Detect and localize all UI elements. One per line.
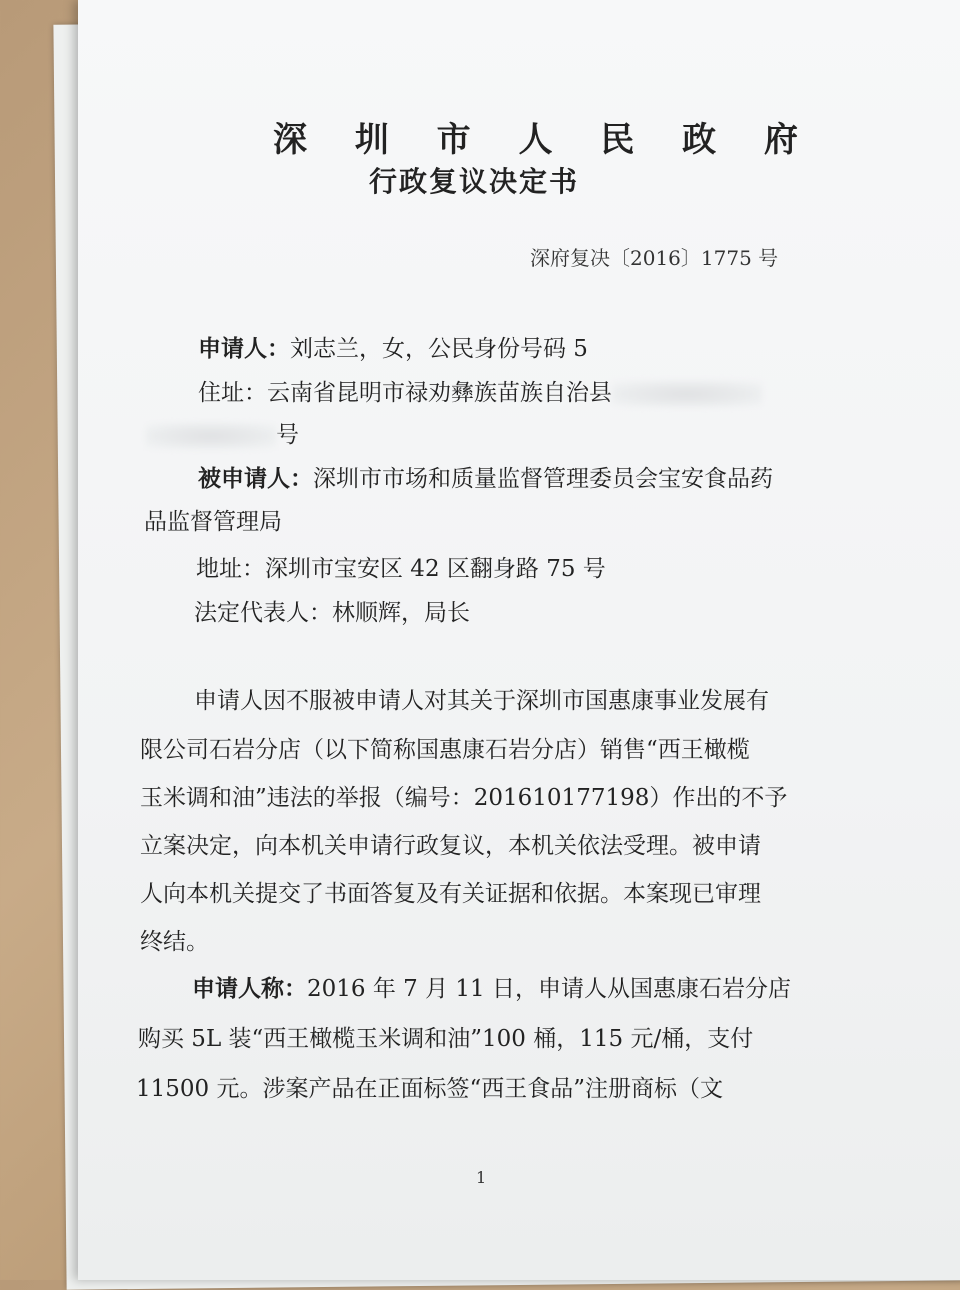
redaction-blur [612,381,762,407]
applicant-claim-line [192,970,791,1003]
respondent-address: 地址：深圳市宝安区 42 区翻身路 75 号 [196,556,606,582]
address-end: 号 [276,422,299,448]
body-paragraph-line: 立案决定，向本机关申请行政复议，本机关依法受理。被申请 [140,833,761,859]
body-paragraph-line: 限公司石岩分店（以下简称国惠康石岩分店）销售“西王橄榄 [140,737,750,763]
document-number: 深府复决〔2016〕1775 号 [530,246,779,270]
respondent-line [198,460,773,493]
claim-label: 申请人称： [192,976,307,1002]
issuer-title: 深 圳 市 人 民 政 府 [273,120,817,160]
applicant-label: 申请人： [198,336,290,362]
document-page [78,0,960,1280]
applicant-line [198,330,588,363]
page-number: 1 [476,1168,487,1187]
address-text: 云南省昆明市禄劝彝族苗族自治县 [267,380,612,406]
applicant-address-line [198,374,762,407]
address-label: 住址： [198,380,267,406]
applicant-info: 刘志兰，女，公民身份号码 5 [290,336,588,362]
applicant-address-cont [146,416,299,449]
respondent-name: 深圳市市场和质量监督管理委员会宝安食品药 [313,466,773,492]
claim-text: 2016 年 7 月 11 日，申请人从国惠康石岩分店 [307,976,791,1002]
body-paragraph-line: 申请人因不服被申请人对其关于深圳市国惠康事业发展有 [194,688,769,714]
respondent-name-cont: 品监督管理局 [144,509,282,535]
body-paragraph-line: 终结。 [140,929,209,955]
body-paragraph-line: 人向本机关提交了书面答复及有关证据和依据。本案现已审理 [140,881,761,907]
document-title: 行政复议决定书 [369,165,580,198]
body-paragraph-line: 购买 5L 装“西王橄榄玉米调和油”100 桶，115 元/桶，支付 [138,1026,754,1052]
body-paragraph-line: 11500 元。涉案产品在正面标签“西王食品”注册商标（文 [136,1076,723,1102]
respondent-label: 被申请人： [198,466,313,492]
redaction-blur [146,423,276,449]
legal-representative: 法定代表人：林顺辉，局长 [194,600,470,626]
body-paragraph-line: 玉米调和油”违法的举报（编号：201610177198）作出的不予 [140,785,788,811]
